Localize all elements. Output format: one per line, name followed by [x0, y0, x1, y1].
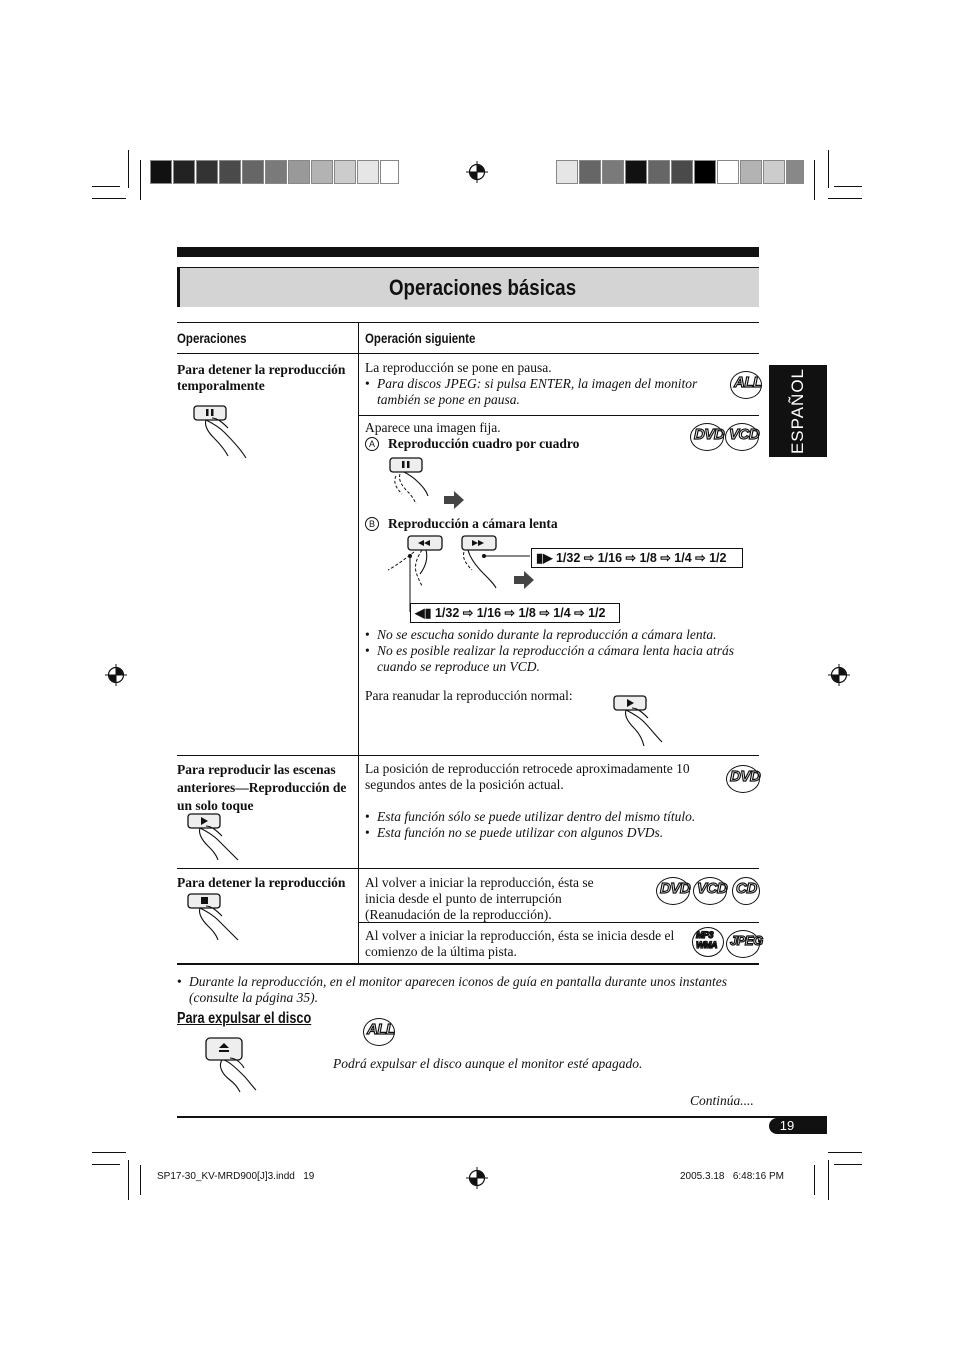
- slow-forward-sequence: ▮▶ 1/32 ⇨ 1/16 ⇨ 1/8 ⇨ 1/4 ⇨ 1/2: [531, 548, 743, 568]
- page-number: 19: [779, 1118, 795, 1133]
- column-header-operaciones: Operaciones: [177, 330, 247, 346]
- title-top-rule: [177, 247, 759, 257]
- guide-icons-footnote: • Durante la reproducción, en el monitor aparecen iconos de guía en pantalla durante unos instantes (consulte la página 35).: [177, 974, 737, 1006]
- circled-b-mark: B: [365, 517, 379, 531]
- crosshair-icon-right: [828, 664, 850, 686]
- resume-normal-text: Para reanudar la reproducción normal:: [365, 688, 573, 703]
- slow-note-1: No se escucha sonido durante la reproducción a cámara lenta.: [377, 627, 717, 642]
- slow-note-2: No es posible realizar la reproducción a cámara lenta hacia atrás cuando se reproduce un VCD.: [377, 643, 734, 674]
- slow-reverse-icon: ◀▮: [415, 606, 432, 620]
- frame-by-frame-label: Reproducción cuadro por cuadro: [388, 436, 580, 451]
- badge-cd-stop: CD: [736, 880, 757, 897]
- pause-result-text: La reproducción se pone en pausa.: [365, 360, 552, 375]
- column-header-operacion-siguiente: Operación siguiente: [365, 330, 476, 346]
- crosshair-icon-left: [105, 664, 127, 686]
- circled-a-mark: A: [365, 437, 379, 451]
- slow-forward-icon: ▮▶: [536, 551, 553, 565]
- replay-button-hand-icon: [186, 812, 256, 864]
- replay-note-1: Esta función sólo se puede utilizar dentro del mismo título.: [377, 809, 696, 824]
- badge-jpeg: JPEG: [730, 933, 763, 948]
- footer-timestamp: 2005.3.18 6:48:16 PM: [680, 1171, 784, 1182]
- eject-heading: Para expulsar el disco: [177, 1010, 312, 1027]
- op-label-stop: Para detener la reproducción: [177, 875, 346, 890]
- badge-vcd-stop: VCD: [697, 880, 727, 897]
- slow-reverse-sequence: ◀▮ 1/32 ⇨ 1/16 ⇨ 1/8 ⇨ 1/4 ⇨ 1/2: [410, 603, 620, 623]
- bottom-rule: [177, 1116, 827, 1118]
- continua-text: Continúa....: [690, 1093, 754, 1108]
- slow-motion-label: Reproducción a cámara lenta: [388, 516, 558, 531]
- badge-all-eject: ALL: [367, 1021, 395, 1038]
- play-button-hand-icon: [612, 694, 672, 750]
- crosshair-icon-top: [466, 161, 488, 183]
- stop-resume-text: Al volver a iniciar la reproducción, ésta se inicia desde el punto de interrupción (Reanudación de la reproducción).: [365, 875, 594, 922]
- frame-advance-hand-icon: [388, 456, 468, 512]
- badge-dvd-stop: DVD: [660, 880, 690, 897]
- language-tab-label: ESPAÑOL: [788, 367, 807, 455]
- pause-result-note: • Para discos JPEG: si pulsa ENTER, la imagen del monitor también se pone en pausa.: [365, 376, 725, 408]
- badge-vcd-still: VCD: [729, 426, 759, 443]
- slow-motion-notes: • No se escucha sonido durante la reproducción a cámara lenta. • No es posible realizar la reproducción a cámara lenta hacia atrás cuando se reproduce un VCD.: [365, 627, 734, 674]
- crosshair-icon-bottom: [466, 1167, 488, 1189]
- stop-button-hand-icon: [186, 892, 256, 948]
- replay-notes: • Esta función sólo se puede utilizar dentro del mismo título. • Esta función no se puede utilizar con algunos DVDs.: [365, 809, 696, 840]
- badge-all-pause: ALL: [734, 374, 762, 391]
- pause-result-note-text: Para discos JPEG: si pulsa ENTER, la imagen del monitor también se pone en pausa.: [377, 376, 698, 407]
- badge-dvd-replay: DVD: [730, 768, 760, 785]
- op-label-pause: Para detener la reproducción temporalmente: [177, 362, 346, 393]
- op-label-one-touch-replay: Para reproducir las escenas anteriores—Reproducción de un solo toque: [177, 762, 347, 813]
- stop-last-track-text: Al volver a iniciar la reproducción, ésta se inicia desde el comienzo de la última pista.: [365, 928, 675, 959]
- footer-file-name: SP17-30_KV-MRD900[J]3.indd 19: [157, 1171, 315, 1182]
- guide-icons-footnote-text: Durante la reproducción, en el monitor aparecen iconos de guía en pantalla durante unos instantes (consulte la página 35).: [189, 974, 728, 1005]
- badge-dvd-still: DVD: [694, 426, 724, 443]
- badge-mp3-wma: MP3 WMA: [696, 930, 726, 950]
- replay-note-2: Esta función no se puede utilizar con algunos DVDs.: [377, 825, 664, 840]
- page-title: Operaciones básicas: [389, 275, 577, 300]
- eject-button-hand-icon: [204, 1036, 264, 1094]
- pause-button-hand-icon: [192, 404, 262, 460]
- still-image-text: Aparece una imagen fija.: [365, 420, 501, 435]
- eject-note: Podrá expulsar el disco aunque el monitor esté apagado.: [333, 1056, 643, 1071]
- replay-result-text: La posición de reproducción retrocede aproximadamente 10 segundos antes de la posición actual.: [365, 761, 690, 792]
